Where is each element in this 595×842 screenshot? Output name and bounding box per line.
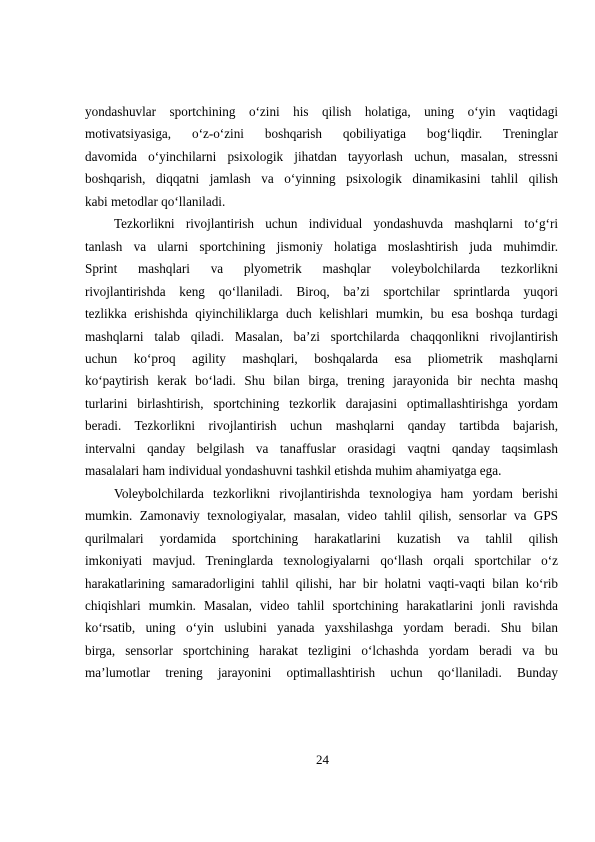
text-line: ko‘paytirish kerak bo‘ladi. Shu bilan birga, trening jarayonida bir nechta mashq xyxy=(85,373,558,389)
text-line: chiqishlari mumkin. Masalan, video tahlil sportchining harakatlarini jonli ravishda xyxy=(85,597,558,613)
text-line: tanlash va ularni sportchining jismoniy holatiga moslashtirish juda muhimdir. xyxy=(85,238,558,254)
text-line: Sprint mashqlari va plyometrik mashqlar voleybolchilarda tezkorlikni xyxy=(85,261,558,277)
text-line: birga, sensorlar sportchining harakat tezligini o‘lchashda yordam beradi va bu xyxy=(85,642,558,658)
text-line: Tezkorlikni rivojlantirish uchun individual yondashuvda mashqlarni to‘g‘ri xyxy=(114,216,558,232)
paragraph-3 xyxy=(85,483,558,685)
paragraph-1 xyxy=(85,101,558,213)
page-number: 24 xyxy=(316,752,329,767)
text-line: mumkin. Zamonaviy texnologiyalar, masalan, video tahlil qilish, sensorlar va GPS xyxy=(85,508,558,524)
text-line: harakatlarining samaradorligini tahlil qilishi, har bir holatni vaqti-vaqti bilan ko‘rib xyxy=(85,575,558,591)
text-line: tezlikka erishishda qiyinchiliklarga duch kelishlari mumkin, bu esa boshqa turdagi xyxy=(85,306,558,322)
text-line: masalalari ham individual yondashuvni tashkil etishda muhim ahamiyatga ega. xyxy=(85,463,502,479)
text-line: motivatsiyasiga, o‘z-o‘zini boshqarish qobiliyatiga bog‘liqdir. Treninglar xyxy=(85,126,558,142)
text-line: davomida o‘yinchilarni psixologik jihatdan tayyorlash uchun, masalan, stressni xyxy=(85,148,558,164)
text-line: qurilmalari yordamida sportchining harakatlarini kuzatish va tahlil qilish xyxy=(85,530,558,546)
text-line: ma’lumotlar trening jarayonini optimallashtirish uchun qo‘llaniladi. Bunday xyxy=(85,665,558,681)
text-line: turlarini birlashtirish, sportchining tezkorlik darajasini optimallashtirishga yordam xyxy=(85,395,558,411)
text-line: intervalni qanday belgilash va tanaffuslar orasidagi vaqtni qanday taqsimlash xyxy=(85,440,558,456)
text-line: uchun ko‘proq agility mashqlari, boshqalarda esa pliometrik mashqlarni xyxy=(85,350,558,366)
text-line: rivojlantirishda keng qo‘llaniladi. Biroq, ba’zi sportchilar sprintlarda yuqori xyxy=(85,283,558,299)
text-line: yondashuvlar sportchining o‘zini his qilish holatiga, uning o‘yin vaqtidagi xyxy=(85,104,558,119)
text-line: imkoniyati mavjud. Treninglarda texnologiyalarni qo‘llash orqali sportchilar o‘z xyxy=(85,553,558,569)
text-line: boshqarish, diqqatni jamlash va o‘yinning psixologik dinamikasini tahlil qilish xyxy=(85,171,558,187)
text-line: ko‘rsatib, uning o‘yin uslubini yanada yaxshilashga yordam beradi. Shu bilan xyxy=(85,620,558,636)
document-body xyxy=(85,101,558,685)
text-line: beradi. Tezkorlikni rivojlantirish uchun mashqlarni qanday tartibda bajarish, xyxy=(85,418,558,434)
text-line: mashqlarni talab qiladi. Masalan, ba’zi sportchilarda chaqqonlikni rivojlantirish xyxy=(85,328,558,344)
paragraph-2 xyxy=(85,213,558,482)
text-line: kabi metodlar qo‘llaniladi. xyxy=(85,193,226,209)
text-line: Voleybolchilarda tezkorlikni rivojlantirishda texnologiya ham yordam berishi xyxy=(114,485,558,501)
